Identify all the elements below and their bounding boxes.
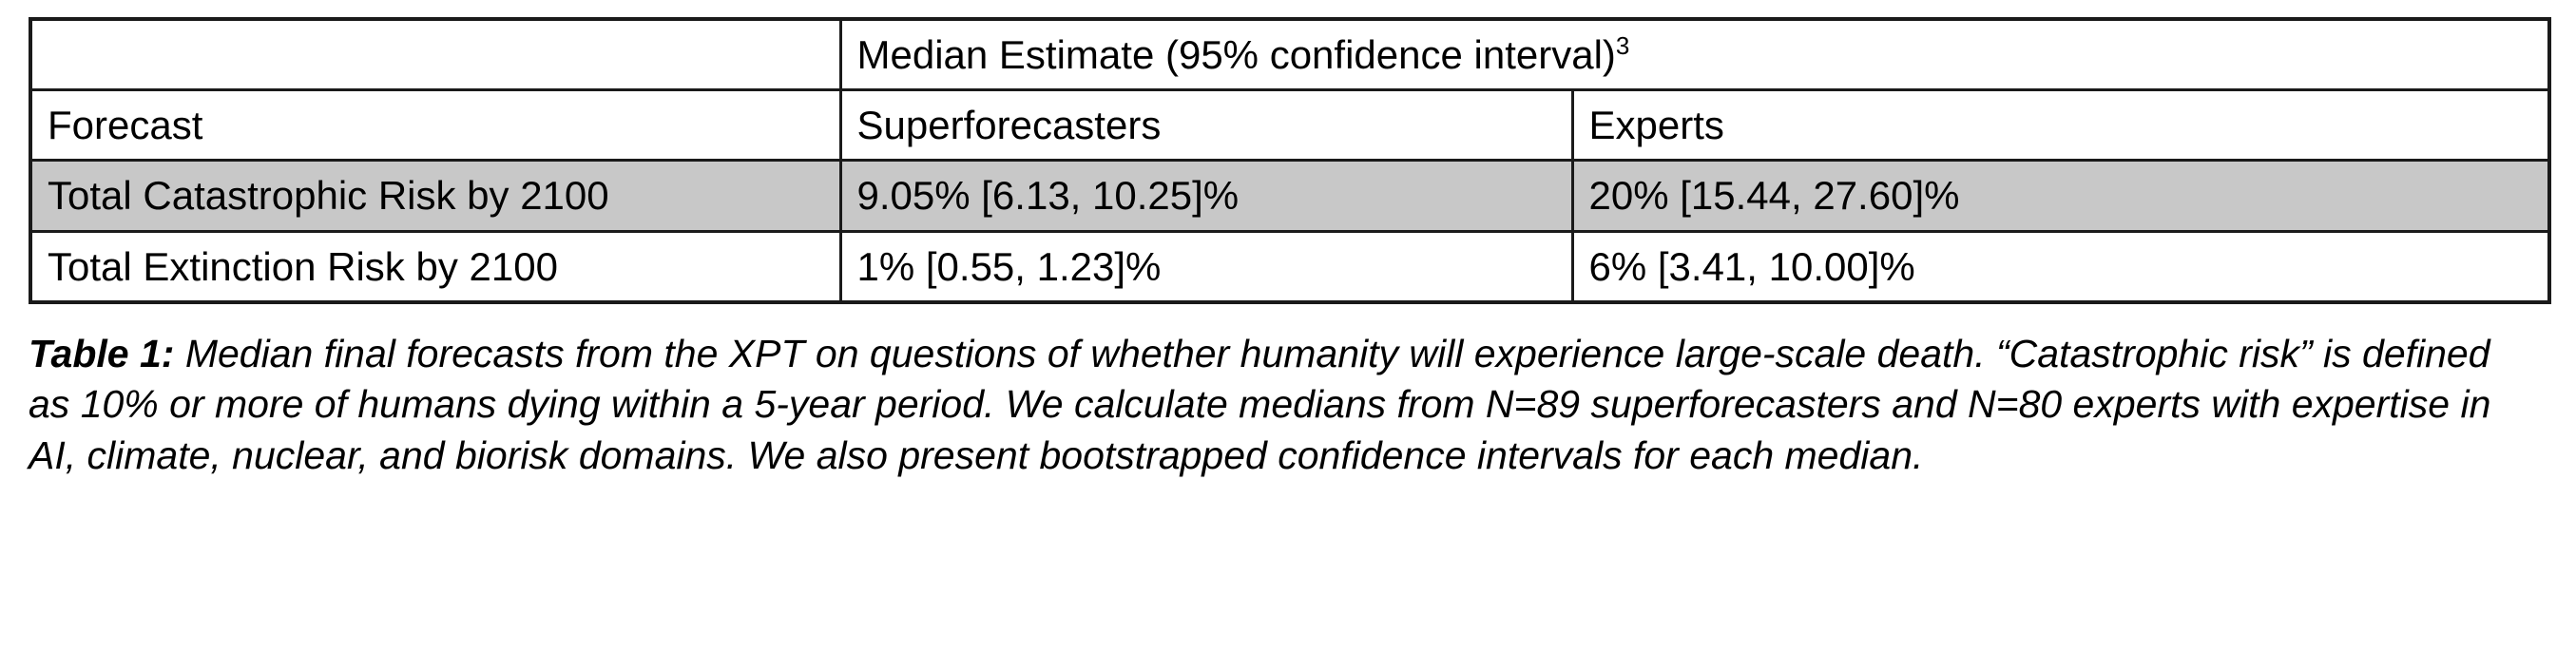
table-caption [29,329,2500,481]
table-row [30,231,2549,302]
column-header-superforecasters: Superforecasters [840,90,1572,161]
header-spacer-cell [30,19,840,90]
table-caption-label: Table 1: [29,331,175,375]
table-header-row-group [30,19,2549,90]
table-body [30,161,2549,302]
table-header-row-columns [30,90,2549,161]
cell-catastrophic-experts: 20% [15.44, 27.60]% [1572,161,2549,231]
table-row [30,161,2549,231]
cell-catastrophic-superforecasters: 9.05% [6.13, 10.25]% [840,161,1572,231]
group-header-footnote-marker: 3 [1615,31,1630,60]
cell-extinction-experts: 6% [3.41, 10.00]% [1572,231,2549,302]
group-header-label: Median Estimate (95% confidence interval) [856,32,1616,77]
table-caption-text: Median final forecasts from the XPT on questions of whether humanity will experience large-scale death. “Catastrophic risk” is defined as 10% or more of humans dying within a 5-year period. We calculate medians from N=89 superforecasters and N=80 experts with expertise in AI, climate, nuclear, and biorisk domains. We also present bootstrapped confidence intervals for each median. [29,331,2491,477]
forecast-table [29,17,2551,304]
row-label-extinction-risk: Total Extinction Risk by 2100 [30,231,840,302]
group-header-cell [840,19,2549,90]
cell-extinction-superforecasters: 1% [0.55, 1.23]% [840,231,1572,302]
row-label-catastrophic-risk: Total Catastrophic Risk by 2100 [30,161,840,231]
column-header-experts: Experts [1572,90,2549,161]
column-header-forecast: Forecast [30,90,840,161]
table-head [30,19,2549,161]
